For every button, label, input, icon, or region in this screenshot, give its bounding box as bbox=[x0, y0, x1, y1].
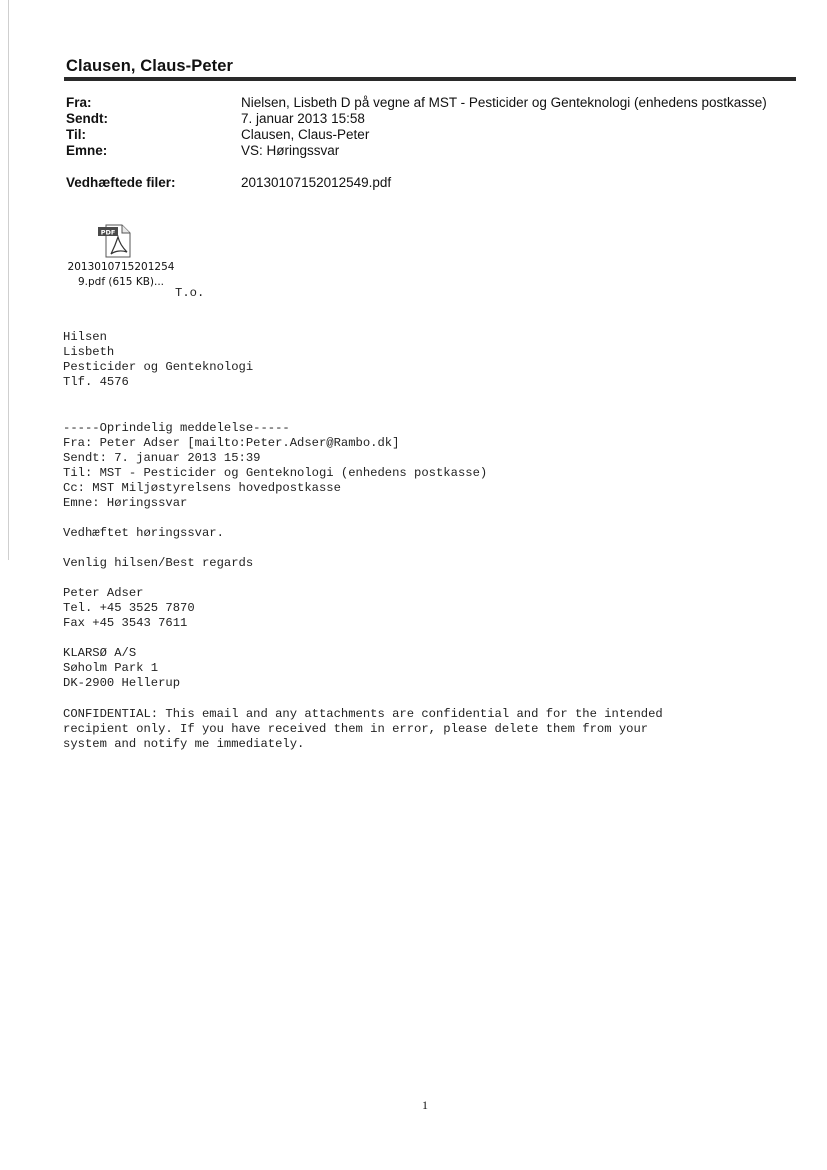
from-value: Nielsen, Lisbeth D på vegne af MST - Pesticider og Genteknologi (enhedens postkasse) bbox=[241, 95, 767, 110]
to-note: T.o. bbox=[175, 286, 205, 300]
original-header-line: Sendt: 7. januar 2013 15:39 bbox=[63, 451, 261, 465]
original-header-line: Cc: MST Miljøstyrelsens hovedpostkasse bbox=[63, 481, 341, 495]
contact-line: Peter Adser bbox=[63, 586, 144, 600]
to-label: Til: bbox=[66, 127, 86, 142]
attachment-filename[interactable] bbox=[66, 260, 176, 290]
attachments-label: Vedhæftede filer: bbox=[66, 175, 176, 190]
pdf-file-icon[interactable] bbox=[97, 224, 133, 258]
confidential-line: recipient only. If you have received them in error, please delete them from your bbox=[63, 722, 649, 736]
signoff-line: Pesticider og Genteknologi bbox=[63, 360, 254, 374]
address-line: Søholm Park 1 bbox=[63, 661, 159, 675]
signoff-line: Hilsen bbox=[63, 330, 107, 344]
pdf-badge-text: PDF bbox=[100, 228, 116, 237]
message-text: Vedhæftet høringssvar. bbox=[63, 526, 224, 540]
subject-value: VS: Høringssvar bbox=[241, 143, 340, 158]
original-header-line: Fra: Peter Adser [mailto:Peter.Adser@Rambo.dk] bbox=[63, 436, 400, 450]
sent-label: Sendt: bbox=[66, 111, 108, 126]
greeting-text: Venlig hilsen/Best regards bbox=[63, 556, 254, 570]
attachment-filename-line2: 9.pdf (615 KB)... bbox=[77, 276, 165, 288]
address-line: KLARSØ A/S bbox=[63, 646, 137, 660]
original-header-line: Emne: Høringssvar bbox=[63, 496, 188, 510]
to-value: Clausen, Claus-Peter bbox=[241, 127, 370, 142]
subject-label: Emne: bbox=[66, 143, 108, 158]
scan-edge-line bbox=[8, 0, 9, 560]
page-title: Clausen, Claus-Peter bbox=[66, 57, 234, 75]
sent-value: 7. januar 2013 15:58 bbox=[241, 111, 365, 126]
title-divider bbox=[64, 77, 796, 81]
original-header-line: Til: MST - Pesticider og Genteknologi (enhedens postkasse) bbox=[63, 466, 488, 480]
attachment-filename-line1: 2013010715201254 bbox=[67, 261, 175, 273]
confidential-line: CONFIDENTIAL: This email and any attachments are confidential and for the intended bbox=[63, 707, 663, 721]
confidential-line: system and notify me immediately. bbox=[63, 737, 305, 751]
address-line: DK-2900 Hellerup bbox=[63, 676, 181, 690]
page-number: 1 bbox=[422, 1098, 428, 1112]
from-label: Fra: bbox=[66, 95, 92, 110]
signoff-line: Tlf. 4576 bbox=[63, 375, 129, 389]
original-header-line: -----Oprindelig meddelelse----- bbox=[63, 421, 290, 435]
contact-line: Fax +45 3543 7611 bbox=[63, 616, 188, 630]
contact-line: Tel. +45 3525 7870 bbox=[63, 601, 195, 615]
attachments-value[interactable]: 20130107152012549.pdf bbox=[241, 175, 392, 190]
signoff-line: Lisbeth bbox=[63, 345, 115, 359]
